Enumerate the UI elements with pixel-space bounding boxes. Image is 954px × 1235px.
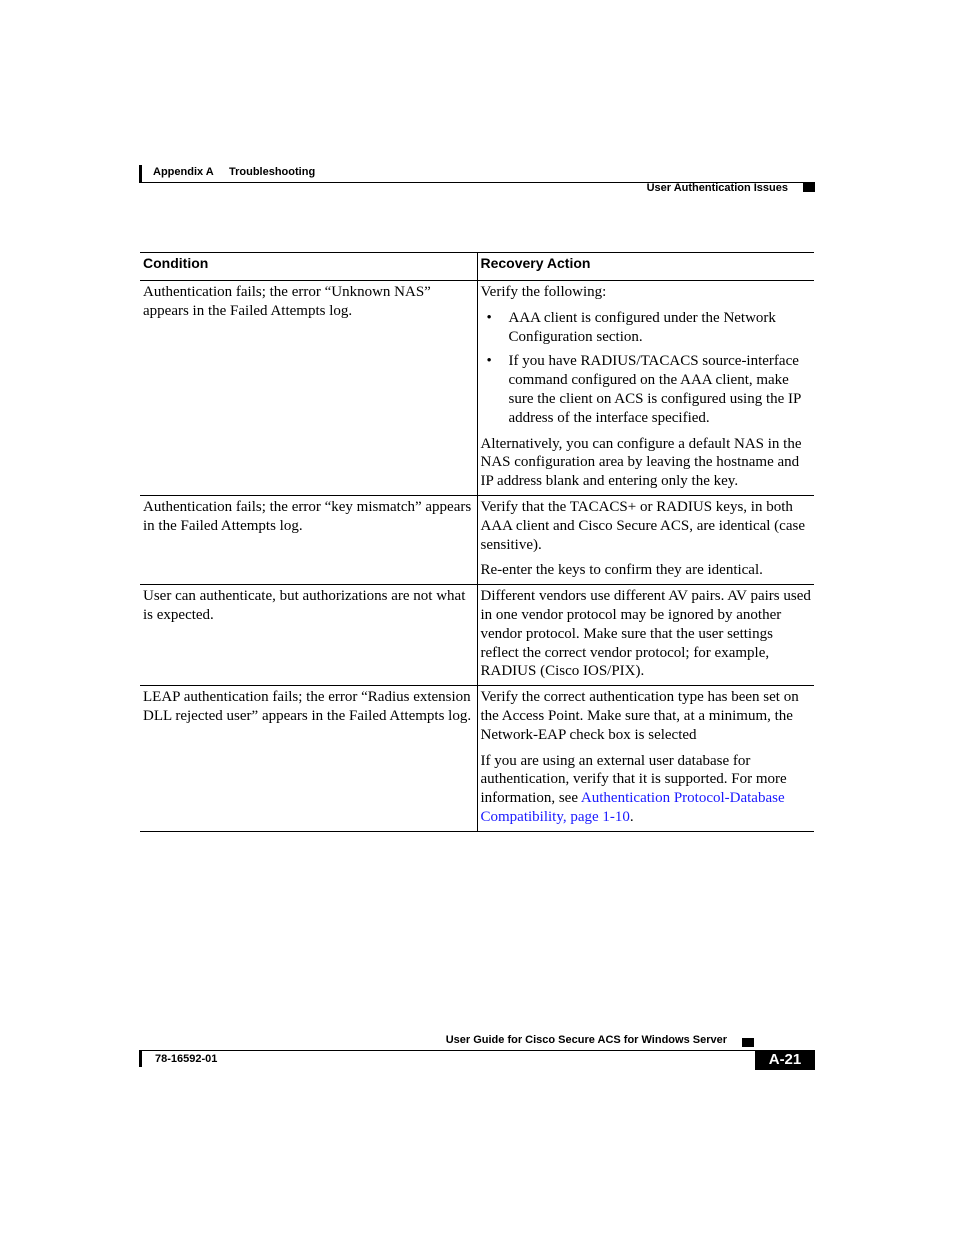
condition-text: User can authenticate, but authorizations are not what is expected. xyxy=(143,588,466,623)
cross-reference-link[interactable]: Authentication Protocol-Database Compatibility, page 1-10 xyxy=(480,790,785,825)
condition-cell xyxy=(140,585,477,686)
recovery-action-cell xyxy=(477,585,814,686)
action-text-period: . xyxy=(629,808,634,825)
header-section-label: Troubleshooting xyxy=(229,166,316,178)
condition-cell xyxy=(140,495,477,584)
action-paragraph: Different vendors use different AV pairs. AV pairs used in one vendor protocol may be ignored by another vendor protocol. Make sure that the user settings reflect the correct vendor protocol; for example, RADIUS (Cisco IOS/PIX). xyxy=(480,588,811,680)
header-left-bar xyxy=(139,165,142,182)
action-paragraph: Re-enter the keys to confirm they are identical. xyxy=(480,562,763,579)
condition-text: Authentication fails; the error “Unknown NAS” appears in the Failed Attempts log. xyxy=(143,284,431,319)
column-header-condition: Condition xyxy=(140,253,477,281)
action-text: If you are using an external user database for authentication, verify that it is supported. For more information, see xyxy=(480,752,787,807)
troubleshooting-table xyxy=(140,252,814,832)
footer-left-bar xyxy=(139,1050,142,1067)
table-row xyxy=(140,686,814,832)
table-header-row xyxy=(140,253,814,281)
condition-cell xyxy=(140,281,477,496)
action-paragraph: Verify the following: xyxy=(480,284,607,300)
action-paragraph: Verify that the TACACS+ or RADIUS keys, in both AAA client and Cisco Secure ACS, are identical (case sensitive). xyxy=(480,498,805,553)
recovery-action-cell xyxy=(477,281,814,496)
footer-page-number: A-21 xyxy=(755,1050,815,1070)
condition-cell xyxy=(140,686,477,832)
action-bullet-list xyxy=(481,309,812,428)
header-topic-label: User Authentication Issues xyxy=(646,182,788,194)
column-header-recovery-action: Recovery Action xyxy=(477,253,814,281)
footer-doc-number: 78-16592-01 xyxy=(155,1053,218,1065)
action-bullet-item: • If you have RADIUS/TACACS source-interface command configured on the AAA client, make sure the client on ACS is configured using the IP address of the interface specified. xyxy=(481,352,812,427)
action-paragraph xyxy=(481,752,812,827)
table-row xyxy=(140,585,814,686)
condition-text: LEAP authentication fails; the error “Radius extension DLL rejected user” appears in the Failed Attempts log. xyxy=(143,689,472,724)
footer-guide-title: User Guide for Cisco Secure ACS for Windows Server xyxy=(445,1034,727,1046)
action-paragraph: Verify the correct authentication type has been set on the Access Point. Make sure that, at a minimum, the Network-EAP check box is selected xyxy=(480,689,799,743)
header-appendix-label: Appendix A xyxy=(153,166,214,178)
footer-marker-square xyxy=(742,1038,754,1047)
header-marker-square xyxy=(803,183,815,192)
action-bullet-item: • AAA client is configured under the Network Configuration section. xyxy=(481,309,812,347)
action-paragraph: Alternatively, you can configure a default NAS in the NAS configuration area by leaving the hostname and IP address blank and entering only the key. xyxy=(480,435,802,490)
table-row xyxy=(140,281,814,496)
recovery-action-cell xyxy=(477,495,814,584)
recovery-action-cell xyxy=(477,686,814,832)
table-row xyxy=(140,495,814,584)
footer-rule xyxy=(139,1050,815,1051)
condition-text: Authentication fails; the error “key mismatch” appears in the Failed Attempts log. xyxy=(143,498,472,534)
